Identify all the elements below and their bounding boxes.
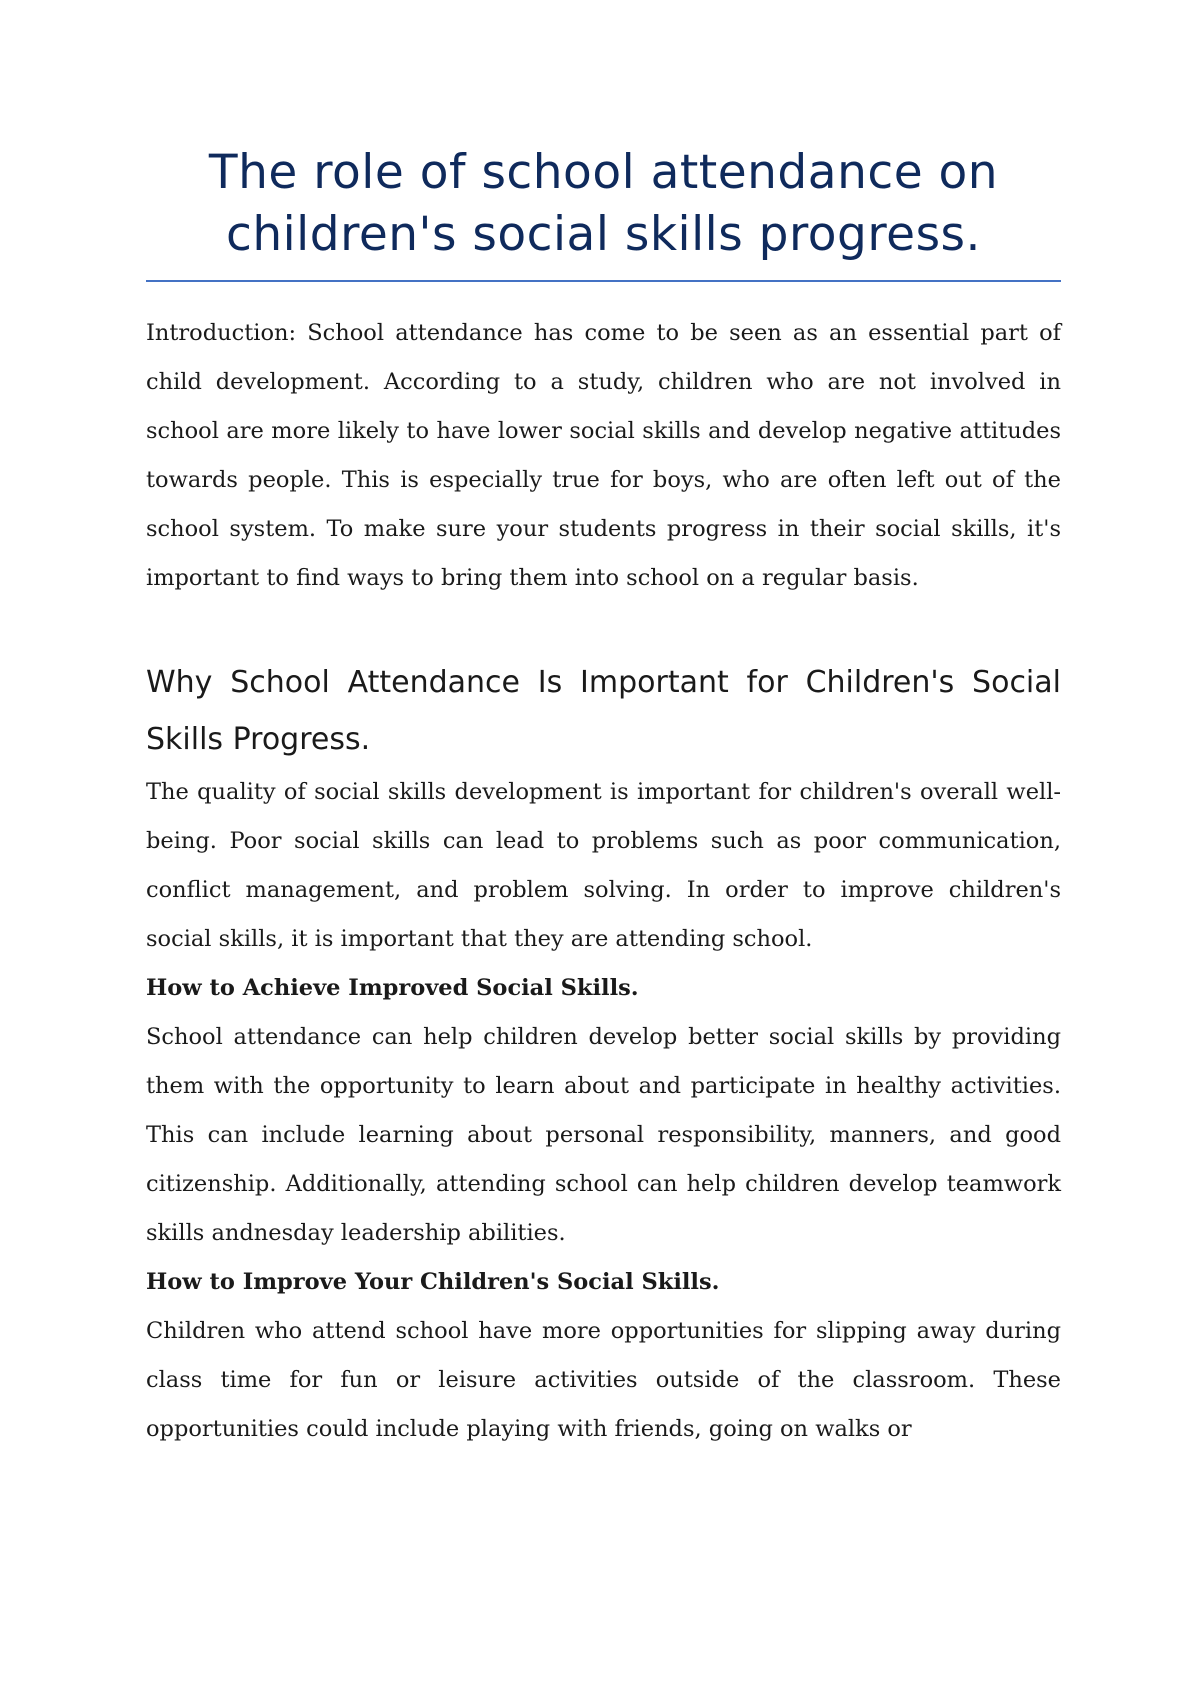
section-achieve-paragraph: School attendance can help children develop better social skills by providing them with the opportunity to learn about and participate in healthy activities. This can include learning about personal responsibility, manners, and good citizenship. Additionally, attending school can help children develop teamwork skills andnesday leadership abilities. xyxy=(146,1024,1061,1246)
section-importance-paragraph: The quality of social skills development is important for children's overall well-being. Poor social skills can lead to problems such as poor communication, conflict management, and problem solving. In order to improve children's social skills, it is important that they are attending school. xyxy=(146,779,1061,952)
section-improve-paragraph: Children who attend school have more opportunities for slipping away during class time for fun or leisure activities outside of the classroom. These opportunities could include playing with friends, going on walks or xyxy=(146,1318,1061,1442)
subheading-improve: How to Improve Your Children's Social Skills. xyxy=(146,1269,720,1295)
document-page xyxy=(146,0,1061,1454)
subheading-achieve: How to Achieve Improved Social Skills. xyxy=(146,975,639,1001)
title-underline xyxy=(146,280,1061,282)
document-title: The role of school attendance on children's social skills progress. xyxy=(208,145,999,262)
intro-paragraph: Introduction: School attendance has come to be seen as an essential part of child development. According to a study, children who are not involved in school are more likely to have lower social skills and develop negative attitudes towards people. This is especially true for boys, who are often left out of the school system. To make sure your students progress in their social skills, it's important to find ways to bring them into school on a regular basis. xyxy=(146,320,1061,591)
section-heading-importance: Why School Attendance Is Important for Children's Social Skills Progress. xyxy=(146,665,1061,757)
